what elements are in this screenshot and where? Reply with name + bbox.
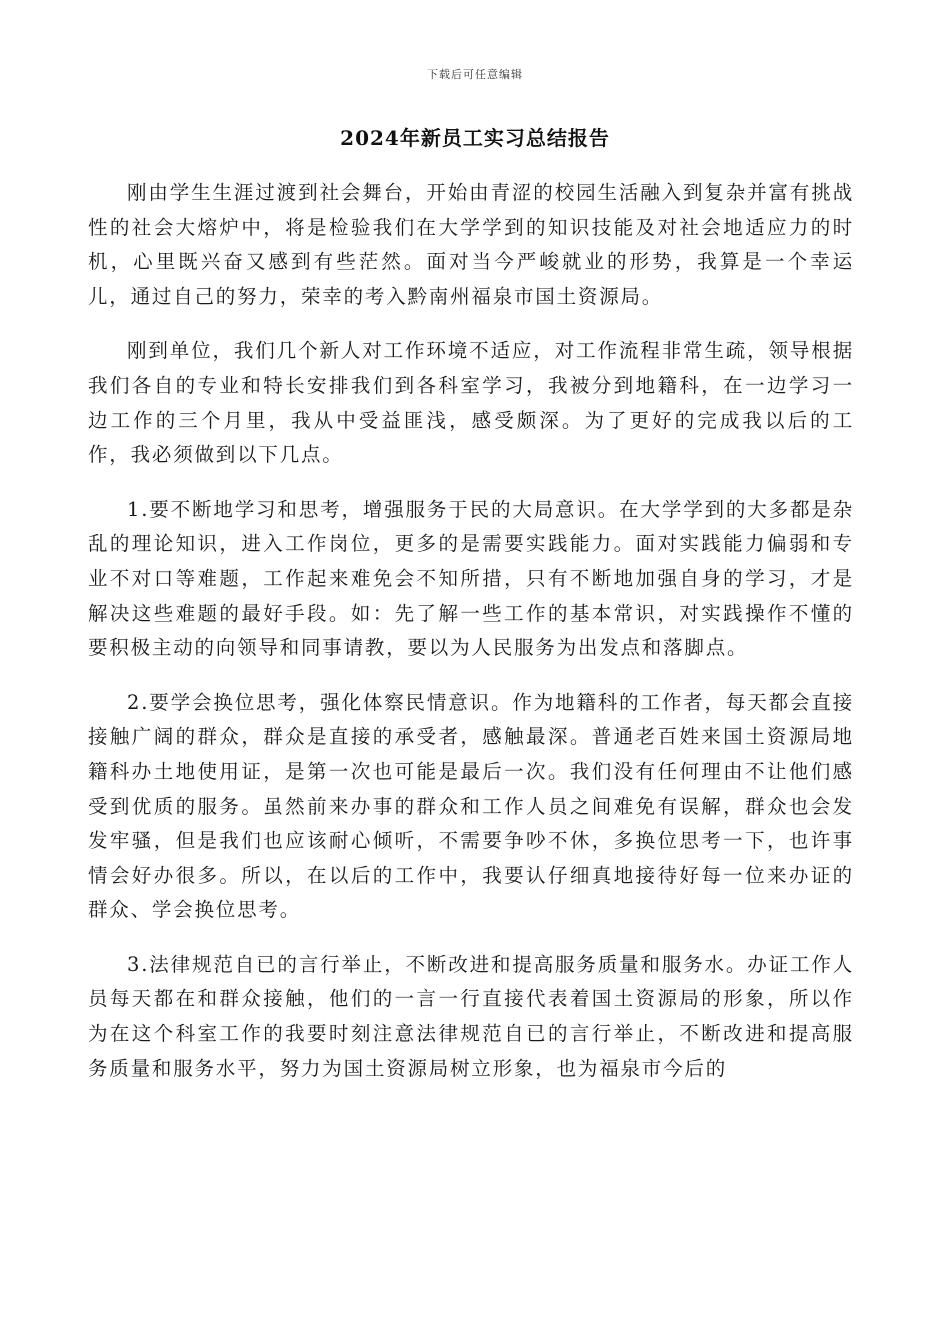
document-body bbox=[88, 176, 854, 1106]
paragraph-arrival: 刚到单位，我们几个新人对工作环境不适应，对工作流程非常生疏，领导根据我们各自的专业和特长安排我们到各科室学习，我被分到地籍科，在一边学习一边工作的三个月里，我从中受益匪浅，感受颇深。为了更好的完成我以后的工作，我必须做到以下几点。 bbox=[88, 339, 854, 467]
paragraph-point-1: 1.要不断地学习和思考，增强服务于民的大局意识。在大学学到的大多都是杂乱的理论知识，进入工作岗位，更多的是需要实践能力。面对实践能力偏弱和专业不对口等难题，工作起来难免会不知所措，只有不断地加强自身的学习，才是解决这些难题的最好手段。如：先了解一些工作的基本常识，对实践操作不懂的要积极主动的向领导和同事请教，要以为人民服务为出发点和落脚点。 bbox=[88, 497, 854, 660]
document-title: 2024年新员工实习总结报告 bbox=[340, 126, 610, 150]
header-note: 下载后可任意编辑 bbox=[427, 68, 523, 81]
paragraph-point-3: 3.法律规范自已的言行举止，不断改进和提高服务质量和服务水。办证工作人员每天都在和群众接触，他们的一言一行直接代表着国土资源局的形象，所以作为在这个科室工作的我要时刻注意法律规范自已的言行举止，不断改进和提高服务质量和服务水平，努力为国土资源局树立形象，也为福泉市今后的 bbox=[88, 952, 854, 1080]
paragraph-point-2: 2.要学会换位思考，强化体察民情意识。作为地籍科的工作者，每天都会直接接触广阔的群众，群众是直接的承受者，感触最深。普通老百姓来国土资源局地籍科办土地使用证，是第一次也可能是最后一次。我们没有任何理由不让他们感受到优质的服务。虽然前来办事的群众和工作人员之间难免有误解，群众也会发发牢骚，但是我们也应该耐心倾听，不需要争吵不休，多换位思考一下，也许事情会好办很多。所以，在以后的工作中，我要认仔细真地接待好每一位来办证的群众、学会换位思考。 bbox=[88, 690, 854, 922]
paragraph-intro: 刚由学生生涯过渡到社会舞台，开始由青涩的校园生活融入到复杂并富有挑战性的社会大熔炉中，将是检验我们在大学学到的知识技能及对社会地适应力的时机，心里既兴奋又感到有些茫然。面对当今严峻就业的形势，我算是一个幸运儿，通过自己的努力，荣幸的考入黔南州福泉市国土资源局。 bbox=[88, 181, 854, 308]
